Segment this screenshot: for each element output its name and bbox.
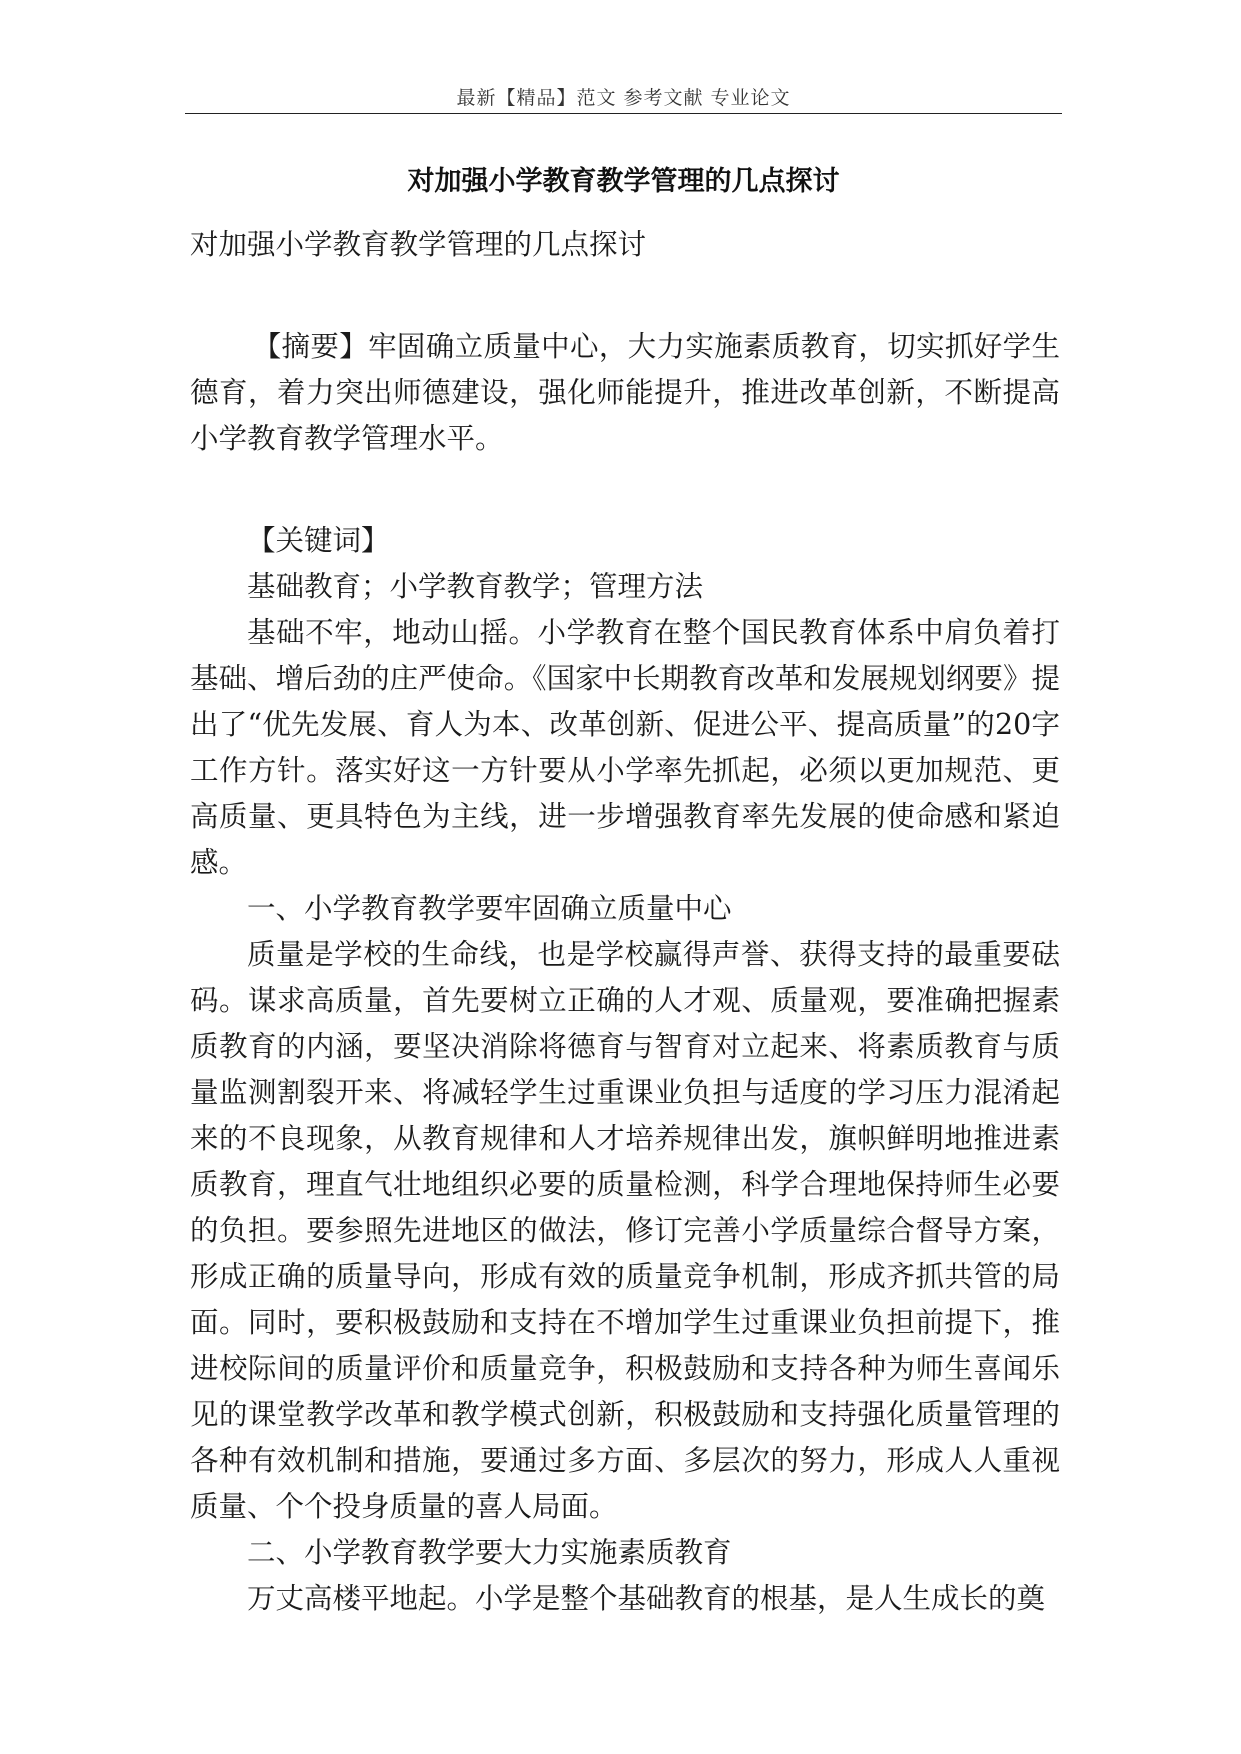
intro-paragraph: 基础不牢，地动山摇。小学教育在整个国民教育体系中肩负着打基础、增后劲的庄严使命。《国家中长期教育改革和发展规划纲要》提出了“优先发展、育人为本、改革创新、促进公平、提高质量”的20字工作方针。落实好这一方针要从小学率先抓起，必须以更加规范、更高质量、更具特色为主线，进一步增强教育率先发展的使命感和紧迫感。 (190, 616, 1060, 879)
document-title: 对加强小学教育教学管理的几点探讨 (407, 166, 840, 197)
header-divider (185, 113, 1062, 114)
keywords-label: 【关键词】 (247, 524, 390, 557)
section-heading-1: 一、小学教育教学要牢固确立质量中心 (247, 892, 732, 925)
abstract-paragraph: 【摘要】牢固确立质量中心，大力实施素质教育，切实抓好学生德育，着力突出师德建设，强化师能提升，推进改革创新，不断提高小学教育教学管理水平。 (190, 330, 1060, 455)
document-body (190, 222, 1060, 1622)
section-paragraph-1: 质量是学校的生命线，也是学校赢得声誉、获得支持的最重要砝码。谋求高质量，首先要树立正确的人才观、质量观，要准确把握素质教育的内涵，要坚决消除将德育与智育对立起来、将素质教育与质量监测割裂开来、将减轻学生过重课业负担与适度的学习压力混淆起来的不良现象，从教育规律和人才培养规律出发，旗帜鲜明地推进素质教育，理直气壮地组织必要的质量检测，科学合理地保持师生必要的负担。要参照先进地区的做法，修订完善小学质量综合督导方案，形成正确的质量导向，形成有效的质量竞争机制，形成齐抓共管的局面。同时，要积极鼓励和支持在不增加学生过重课业负担前提下，推进校际间的质量评价和质量竞争，积极鼓励和支持各种为师生喜闻乐见的课堂教学改革和教学模式创新，积极鼓励和支持强化质量管理的各种有效机制和措施，要通过多方面、多层次的努力，形成人人重视质量、个个投身质量的喜人局面。 (190, 938, 1060, 1523)
running-header: 最新【精品】范文 参考文献 专业论文 (456, 87, 791, 109)
section-paragraph-2: 万丈高楼平地起。小学是整个基础教育的根基，是人生成长的奠 (247, 1582, 1046, 1615)
keywords-list: 基础教育；小学教育教学；管理方法 (247, 570, 704, 603)
section-heading-2: 二、小学教育教学要大力实施素质教育 (247, 1536, 732, 1569)
document-subtitle: 对加强小学教育教学管理的几点探讨 (190, 228, 647, 261)
